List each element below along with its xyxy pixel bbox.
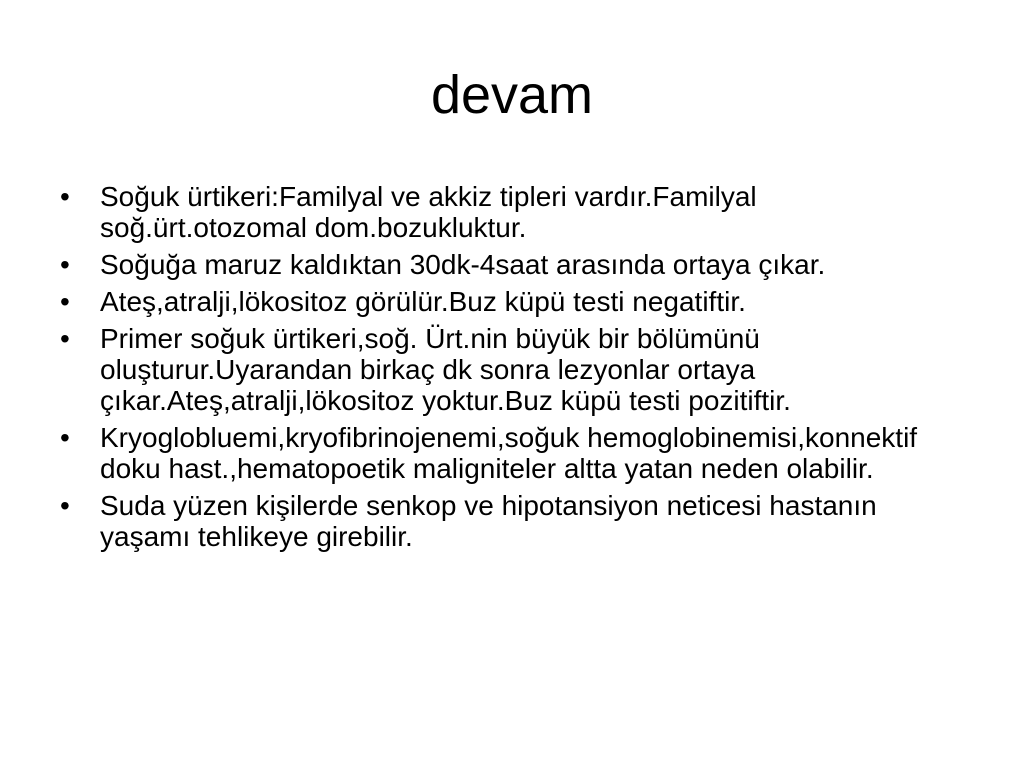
- bullet-text: Soğuğa maruz kaldıktan 30dk-4saat arasında ortaya çıkar.: [100, 249, 826, 280]
- bullet-icon: •: [60, 286, 70, 317]
- bullet-item: [60, 490, 960, 552]
- bullet-item: [60, 323, 960, 416]
- bullet-item: [60, 249, 960, 280]
- bullet-text: Kryoglobluemi,kryofibrinojenemi,soğuk hemoglobinemisi,konnektif doku hast.,hematopoetik maligniteler altta yatan neden olabilir.: [100, 422, 918, 484]
- bullet-text: Primer soğuk ürtikeri,soğ. Ürt.nin büyük bir bölümünü oluşturur.Uyarandan birkaç dk sonra lezyonlar ortaya çıkar.Ateş,atralji,lökositoz yoktur.Buz küpü testi pozitiftir.: [100, 323, 791, 416]
- bullet-icon: •: [60, 181, 70, 212]
- bullet-icon: •: [60, 323, 70, 354]
- bullet-text: Suda yüzen kişilerde senkop ve hipotansiyon neticesi hastanın yaşamı tehlikeye girebilir.: [100, 490, 877, 552]
- bullet-item: [60, 181, 960, 243]
- bullet-item: [60, 286, 960, 317]
- bullet-icon: •: [60, 422, 70, 453]
- bullet-item: [60, 422, 960, 484]
- bullet-icon: •: [60, 249, 70, 280]
- bullet-icon: •: [60, 490, 70, 521]
- bullet-text: Ateş,atralji,lökositoz görülür.Buz küpü testi negatiftir.: [100, 286, 746, 317]
- bullet-text: Soğuk ürtikeri:Familyal ve akkiz tipleri vardır.Familyal soğ.ürt.otozomal dom.bozukluktur.: [100, 181, 757, 243]
- slide-title: devam: [430, 65, 594, 125]
- bullet-list: [60, 181, 960, 558]
